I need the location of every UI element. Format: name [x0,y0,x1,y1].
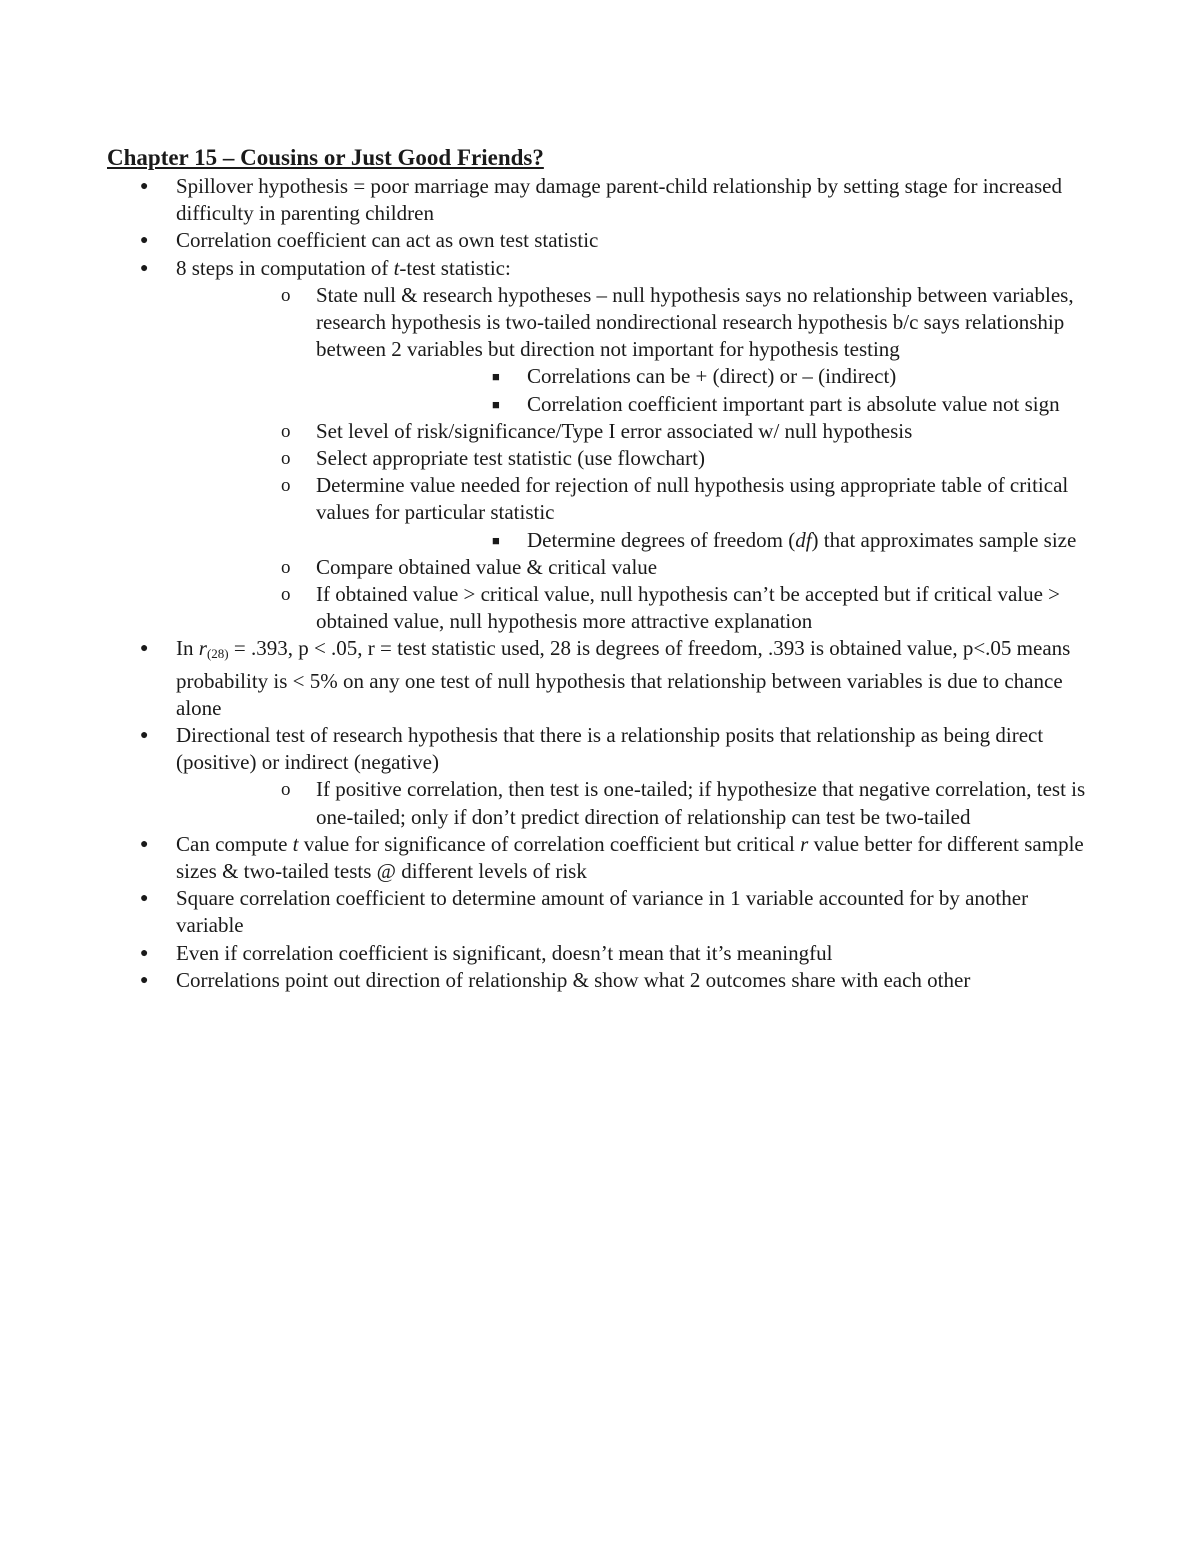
sub-sub-list [316,527,1097,554]
item-text: Square correlation coefficient to determine amount of variance in 1 variable accounted for by another variable [176,886,1029,938]
item-text: Spillover hypothesis = poor marriage may damage parent-child relationship by setting stage for increased difficulty in parenting children [176,174,1062,226]
item-text [176,256,511,280]
item-text [176,636,1070,719]
item-text: Directional test of research hypothesis that there is a relationship posits that relationship as being direct (positive) or indirect (negative) [176,723,1044,775]
square-bullet-icon: ■ [492,369,500,385]
item-text: Correlation coefficient important part is absolute value not sign [527,391,1060,416]
item-text: Determine value needed for rejection of null hypothesis using appropriate table of critical values for particular statistic [316,473,1069,525]
main-bullet-list [107,173,1097,994]
sub-sub-list-item [316,527,1097,554]
square-bullet-icon: ■ [492,532,500,548]
square-bullet-icon: ■ [492,396,500,412]
sub-sub-list [316,363,1097,417]
item-text-part: -test statistic: [399,255,511,280]
item-text-part: In [176,636,199,661]
circle-bullet-icon: o [281,779,291,801]
document-page [107,143,1097,994]
item-text: Compare obtained value & critical value [316,554,658,579]
sub-list [176,776,1097,830]
sub-sub-list-item [316,391,1097,418]
bullet-icon: ● [140,260,149,276]
item-text-subscript: (28) [206,646,229,662]
item-text-italic: r [198,636,207,661]
item-text-part: value for significance of correlation coefficient but critical [298,831,801,856]
circle-bullet-icon: o [281,448,291,470]
bullet-icon: ● [140,836,149,852]
item-text [176,832,1084,883]
sub-list-item [176,418,1097,445]
bullet-icon: ● [140,233,149,249]
sub-list-item [176,445,1097,472]
circle-bullet-icon: o [281,420,291,442]
list-item [107,635,1097,722]
bullet-icon: ● [140,945,149,961]
list-item [107,255,1097,636]
item-text-part: Can compute [176,831,293,856]
item-text: Correlations point out direction of relationship & show what 2 outcomes share with each other [176,967,971,992]
list-item [107,722,1097,831]
item-text-italic: r [800,831,809,856]
item-text: Correlations can be + (direct) or – (indirect) [527,364,897,389]
bullet-icon: ● [140,972,149,988]
item-text: State null & research hypotheses – null hypothesis says no relationship between variables, research hypothesis is two-tailed nondirectional research hypothesis b/c says relationship between 2 variables but direction not important for hypothesis testing [316,282,1074,362]
item-text-part: 8 steps in computation of [176,255,394,280]
list-item [107,173,1097,227]
sub-list-item [176,776,1097,830]
sub-list-item [176,581,1097,635]
circle-bullet-icon: o [281,475,291,497]
item-text-italic: t [292,831,299,856]
item-text-italic: t [393,255,400,280]
sub-list-item [176,554,1097,581]
circle-bullet-icon: o [281,284,291,306]
list-item [107,831,1097,885]
item-text-italic: df [795,527,812,552]
item-text: Even if correlation coefficient is significant, doesn’t mean that it’s meaningful [176,940,833,965]
item-text: Set level of risk/significance/Type I error associated w/ null hypothesis [316,418,913,443]
bullet-icon: ● [140,891,149,907]
chapter-title: Chapter 15 – Cousins or Just Good Friends? [107,145,544,170]
item-text: Correlation coefficient can act as own test statistic [176,228,599,253]
item-text: If obtained value > critical value, null hypothesis can’t be accepted but if critical value > obtained value, null hypothesis more attractive explanation [316,582,1061,634]
item-text: Select appropriate test statistic (use flowchart) [316,446,705,471]
sub-sub-list-item [316,363,1097,390]
list-item [107,885,1097,939]
item-text-part: Determine degrees of freedom ( [527,527,796,552]
item-text-part: ) that approximates sample size [811,527,1077,552]
item-text-part: = .393, p < .05, r = test statistic used, 28 is degrees of freedom, .393 is obtained value, p<.05 means probability is < 5% on any one test of null hypothesis that relationship between variables is due to chance alone [176,636,1071,720]
circle-bullet-icon: o [281,584,291,606]
bullet-icon: ● [140,179,149,194]
item-text [527,528,1076,552]
bullet-icon: ● [140,728,149,744]
list-item [107,940,1097,967]
sub-list [176,282,1097,636]
sub-list-item [176,282,1097,418]
sub-list-item [176,472,1097,554]
circle-bullet-icon: o [281,556,291,578]
list-item [107,967,1097,994]
list-item [107,227,1097,254]
item-text: If positive correlation, then test is one-tailed; if hypothesize that negative correlation, test is one-tailed; only if don’t predict direction of relationship can test be two-tailed [316,777,1086,829]
bullet-icon: ● [140,641,149,657]
item-text-part: value better for different sample sizes & two-tailed tests @ different levels of risk [176,831,1084,884]
